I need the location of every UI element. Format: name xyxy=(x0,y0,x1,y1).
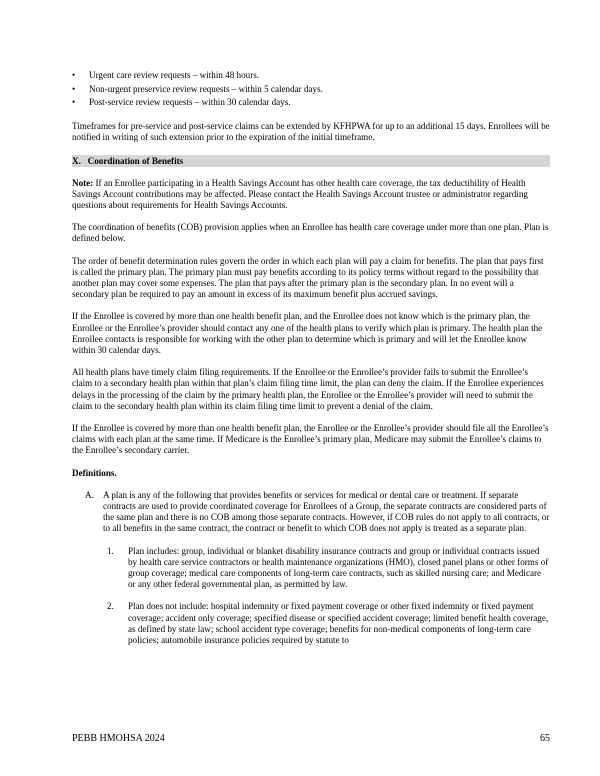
section-heading xyxy=(72,155,550,167)
list-item: • Urgent care review requests – within 48 hours. xyxy=(72,70,260,80)
sub-item-label: 1. xyxy=(107,545,114,556)
note-label: Note: xyxy=(72,177,94,188)
definition-sub-item: 1. Plan includes: group, individual or blanket disability insurance contracts and group or individual contracts issued by health care service contractors or health maintenance organizations (HMO), closed panel plans or other forms of group coverage; medical care components of long-term care contracts, such as skilled nursing care; and Medicare or any other federal governmental plan, as permitted by law. xyxy=(107,545,549,590)
list-item: • Non-urgent preservice review requests – within 5 calendar days. xyxy=(72,83,323,94)
definition-a: A. A plan is any of the following that provides benefits or services for medical or dental care or treatment. If separate contracts are used to provide coordinated coverage for Enrollees of a Group, the separate contracts are considered parts of the same plan and there is no COB among those separate contracts. However, if COB rules do not apply to all contracts, or to all benefits in the same contract, the contract or benefit to which COB does not apply is treated as a separate plan. xyxy=(85,489,550,534)
document-page xyxy=(72,70,550,646)
paragraph: All health plans have timely claim filing requirements. If the Enrollee or the Enrollee’s provider fails to submit the Enrollee’s claim to a secondary health plan within that plan’s claim filing time limit, the plan can deny the claim. If the Enrollee experiences delays in the processing of the claim by the primary health plan, the Enrollee or the Enrollee’s provider will need to submit the claim to the secondary health plan within its claim filing time limit to prevent a denial of the claim. xyxy=(72,367,544,411)
bullet-icon: • xyxy=(72,70,76,80)
definition-sub-item: 2. Plan does not include: hospital indemnity or fixed payment coverage or other fixed indemnity or fixed payment coverage; accident only coverage; specified disease or specified accident coverage; limited benefit health coverage, as defined by state law; school accident type coverage; benefits for non-medical components of long-term care policies; automobile insurance policies required by statute to xyxy=(107,601,549,646)
hsa-note: Note: If an Enrollee participating in a Health Savings Account has other health care coverage, the tax deductibility of Health Savings Account contributions may be affected. Please contact the Health Savings Account trustee or administrator regarding questions about requirements for Health Savings Accounts. xyxy=(72,177,528,210)
definitions-heading: Definitions. xyxy=(72,467,117,478)
section-number: X. xyxy=(72,155,81,166)
paragraph: The coordination of benefits (COB) provision applies when an Enrollee has health care coverage under more than one plan. Plan is defined below. xyxy=(72,222,549,244)
page-number: 65 xyxy=(540,733,550,744)
review-timeframe-list xyxy=(72,70,550,109)
list-item: • Post-service review requests – within 30 calendar days. xyxy=(72,97,291,108)
section-title: Coordination of Benefits xyxy=(87,155,184,166)
paragraph: If the Enrollee is covered by more than one health benefit plan, the Enrollee or the Enrollee’s provider should file all the Enrollee’s claims with each plan at the same time. If Medicare is the Enrollee’s primary plan, Medicare may submit the Enrollee’s claims to the Enrollee’s secondary carrier. xyxy=(72,422,549,456)
footer-document-id: PEBB HMOHSA 2024 xyxy=(72,733,165,744)
bullet-icon: • xyxy=(72,83,76,94)
paragraph: The order of benefit determination rules govern the order in which each plan will pay a claim for benefits. The plan that pays first is called the primary plan. The primary plan must pay benefits according to its policy terms without regard to the possibility that another plan may cover some expenses. The plan that pays after the primary plan is the secondary plan. In no event will a secondary plan be required to pay an amount in excess of its maximum benefit plus accrued savings. xyxy=(72,255,544,300)
paragraph: If the Enrollee is covered by more than one health benefit plan, and the Enrollee does not know which is the primary plan, the Enrollee or the Enrollee’s provider should contact any one of the health plans to verify which plan is primary. The health plan the Enrollee contacts is responsible for working with the other plan to determine which is primary and will let the Enrollee know within 30 calendar days. xyxy=(72,311,543,355)
sub-item-label: 2. xyxy=(107,601,114,612)
definition-label: A. xyxy=(85,489,94,500)
timeframes-paragraph: Timeframes for pre-service and post-service claims can be extended by KFHPWA for up to an additional 15 days. Enrollees will be notified in writing of such extension prior to the expiration of the initial timeframe. xyxy=(72,121,550,143)
bullet-icon: • xyxy=(72,97,76,108)
